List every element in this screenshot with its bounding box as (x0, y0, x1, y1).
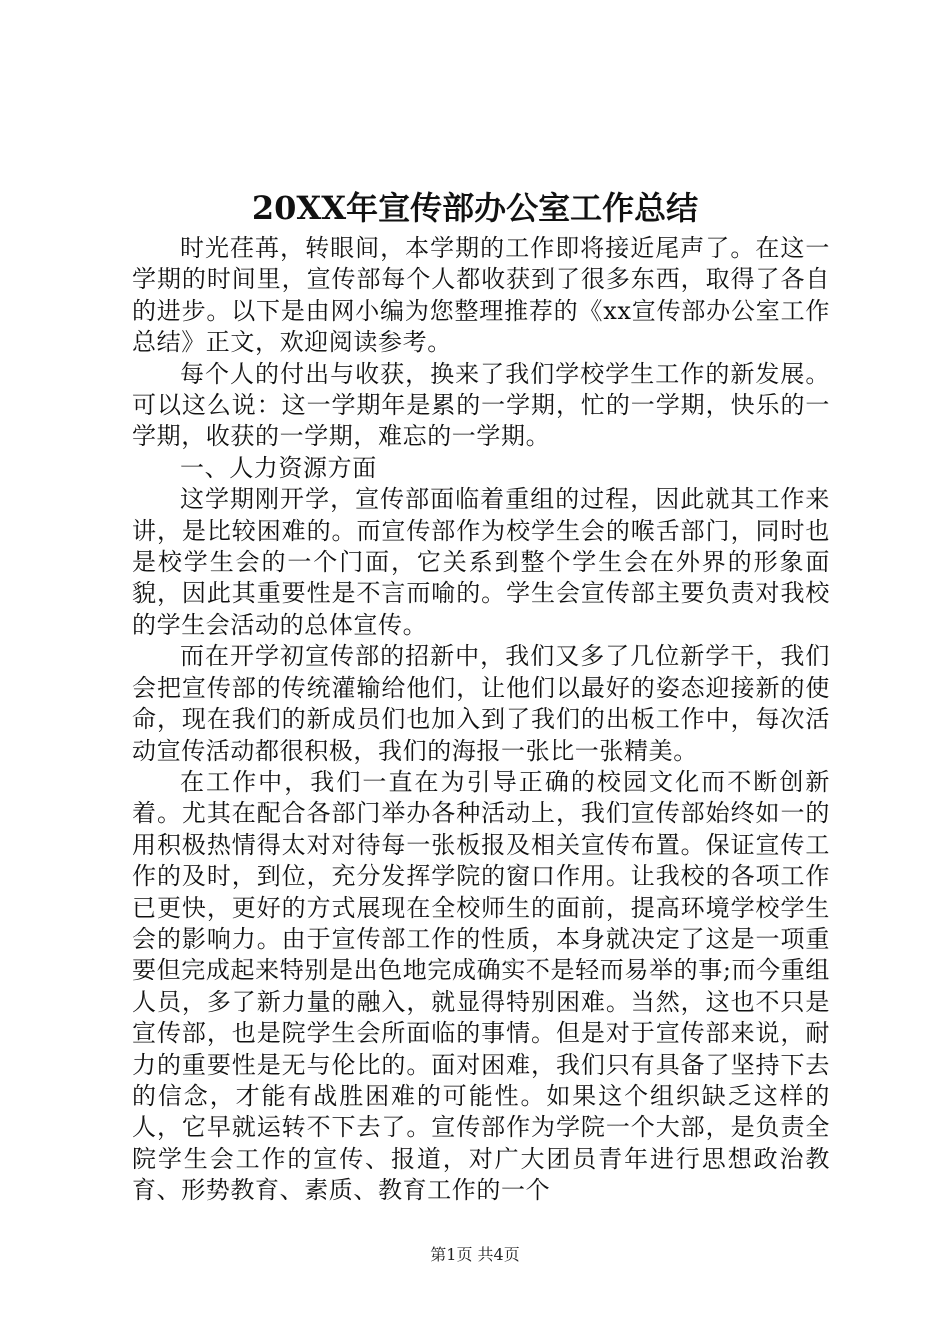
paragraph-work-innovation: 在工作中，我们一直在为引导正确的校园文化而不断创新着。尤其在配合各部门举办各种活动上，我们宣传部始终如一的用积极热情得太对对待每一张板报及相关宣传布置。保证宣传工作的及时，到位，充分发挥学院的窗口作用。让我校的各项工作已更快，更好的方式展现在全校师生的面前，提高环境学校学生会的影响力。由于宣传部工作的性质，本身就决定了这是一项重要但完成起来特别是出色地完成确实不是轻而易举的事;而今重组人员，多了新力量的融入，就显得特别困难。当然，这也不只是宣传部，也是院学生会所面临的事情。但是对于宣传部来说，耐力的重要性是无与伦比的。面对困难，我们只有具备了坚持下去的信念，才能有战胜困难的可能性。如果这个组织缺乏这样的人，它早就运转不下去了。宣传部作为学院一个大部，是负责全院学生会工作的宣传、报道，对广大团员青年进行思想政治教育、形势教育、素质、教育工作的一个 (132, 767, 830, 1205)
paragraph-reorganization: 这学期刚开学，宣传部面临着重组的过程，因此就其工作来讲，是比较困难的。而宣传部作为校学生会的喉舌部门，同时也是校学生会的一个门面，它关系到整个学生会在外界的形象面貌，因此其重要性是不言而喻的。学生会宣传部主要负责对我校的学生会活动的总体宣传。 (132, 485, 830, 639)
section-heading-human-resources: 一、人力资源方面 (180, 453, 377, 482)
paragraph-intro: 时光荏苒，转眼间，本学期的工作即将接近尾声了。在这一学期的时间里，宣传部每个人都收获到了很多东西，取得了各自的进步。以下是由网小编为您整理推荐的《xx宣传部办公室工作总结》正文，欢迎阅读参考。 (132, 234, 830, 357)
document-body (132, 233, 830, 1207)
paragraph-recruitment: 而在开学初宣传部的招新中，我们又多了几位新学干，我们会把宣传部的传统灌输给他们，让他们以最好的姿态迎接新的使命，现在我们的新成员们也加入到了我们的出板工作中，每次活动宣传活动都很积极，我们的海报一张比一张精美。 (132, 642, 830, 765)
page-number-footer: 第1页 共4页 (430, 1245, 520, 1264)
document-title: 20XX年宣传部办公室工作总结 (251, 189, 699, 227)
paragraph-summary: 每个人的付出与收获，换来了我们学校学生工作的新发展。可以这么说：这一学期年是累的一学期，忙的一学期，快乐的一学期，收获的一学期，难忘的一学期。 (132, 359, 830, 451)
